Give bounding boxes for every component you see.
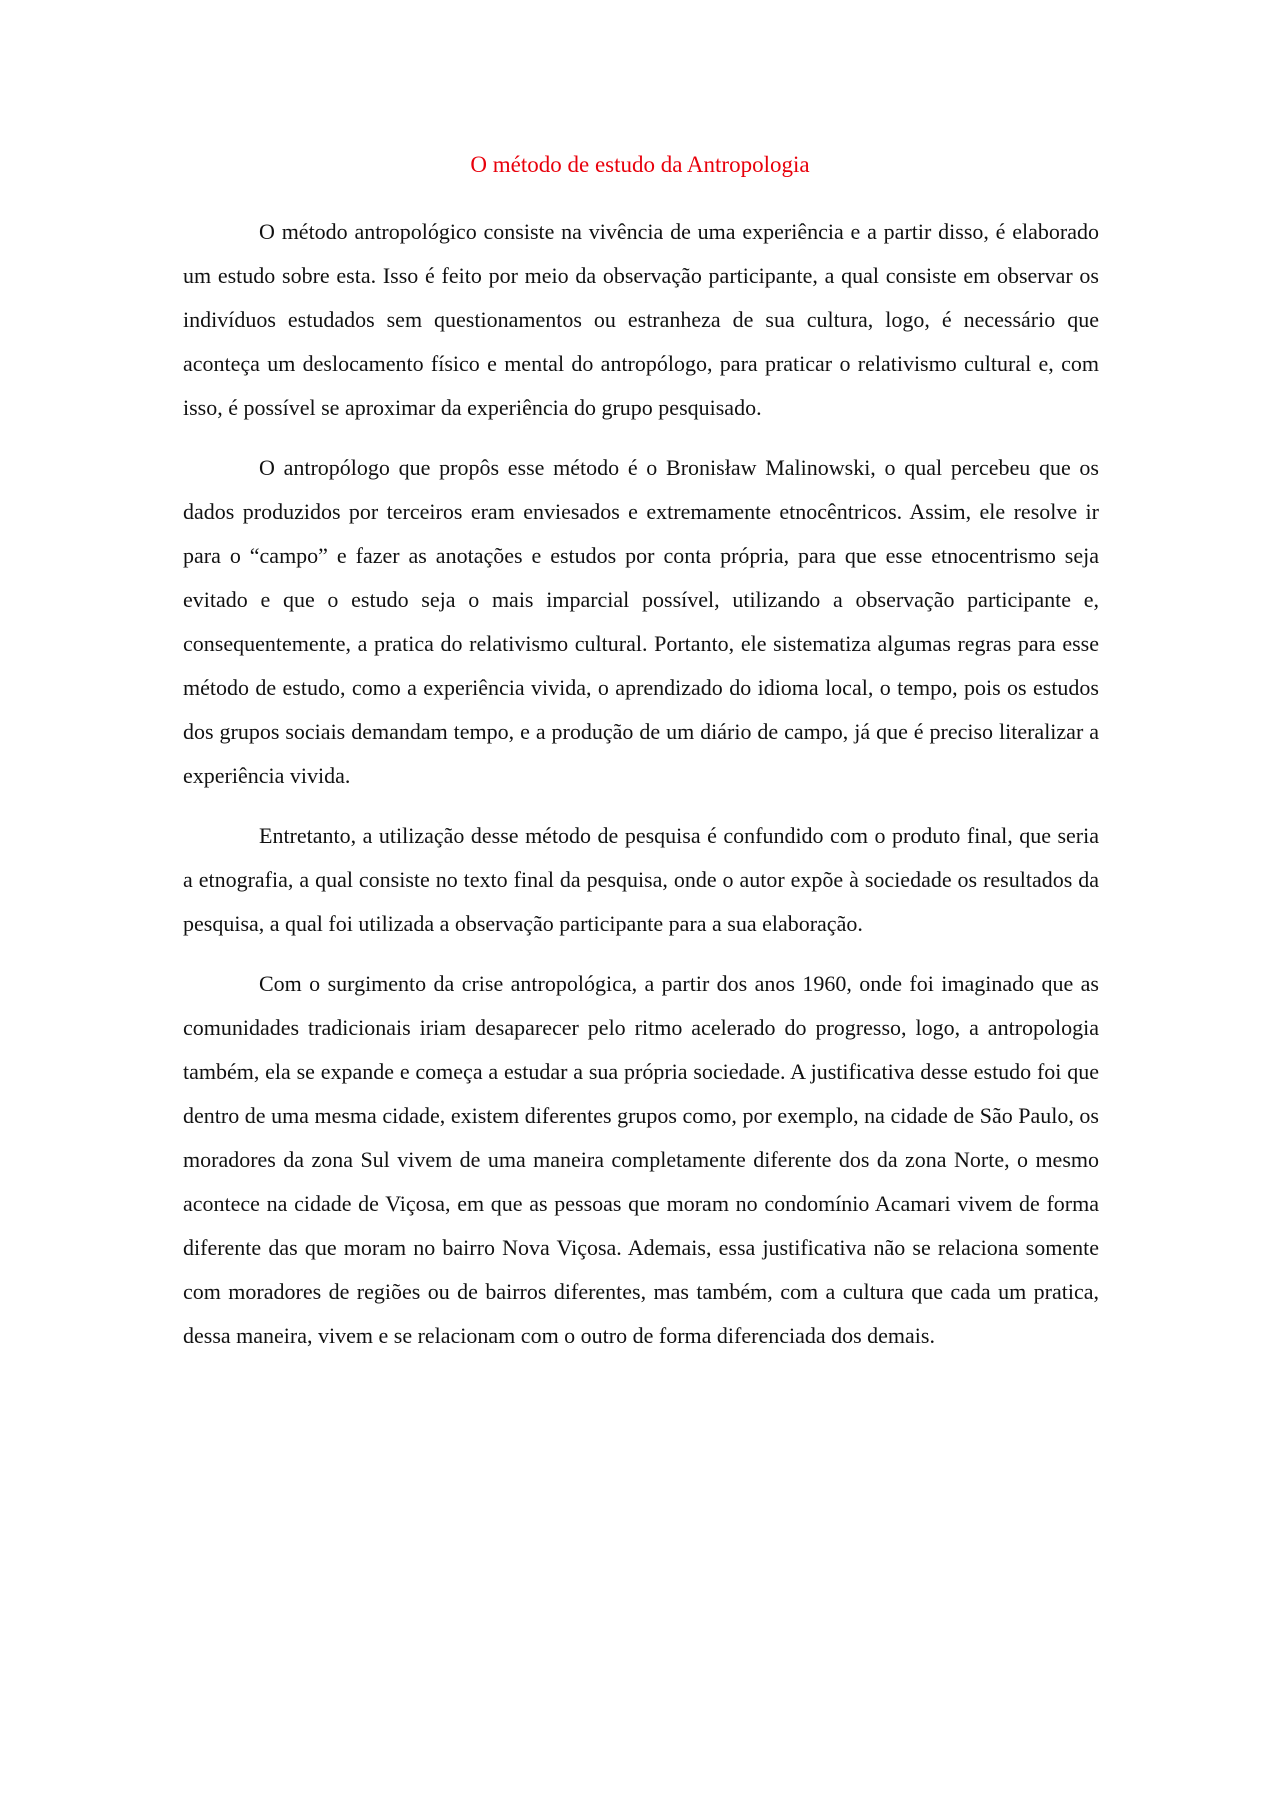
document-body xyxy=(183,210,1099,1374)
paragraph-metodo: O método antropológico consiste na vivência de uma experiência e a partir disso, é elaborado um estudo sobre esta. Isso é feito por meio da observação participante, a qual consiste em observar os indivíduos estudados sem questionamentos ou estranheza de sua cultura, logo, é necessário que aconteça um deslocamento físico e mental do antropólogo, para praticar o relativismo cultural e, com isso, é possível se aproximar da experiência do grupo pesquisado. xyxy=(183,219,1099,420)
document-title: O método de estudo da Antropologia xyxy=(470,152,810,177)
paragraph-malinowski: O antropólogo que propôs esse método é o Bronisław Malinowski, o qual percebeu que os dados produzidos por terceiros eram enviesados e extremamente etnocêntricos. Assim, ele resolve ir para o “campo” e fazer as anotações e estudos por conta própria, para que esse etnocentrismo seja evitado e que o estudo seja o mais imparcial possível, utilizando a observação participante e, consequentemente, a pratica do relativismo cultural. Portanto, ele sistematiza algumas regras para esse método de estudo, como a experiência vivida, o aprendizado do idioma local, o tempo, pois os estudos dos grupos sociais demandam tempo, e a produção de um diário de campo, já que é preciso literalizar a experiência vivida. xyxy=(183,455,1099,788)
paragraph-crise: Com o surgimento da crise antropológica, a partir dos anos 1960, onde foi imaginado que as comunidades tradicionais iriam desaparecer pelo ritmo acelerado do progresso, logo, a antropologia também, ela se expande e começa a estudar a sua própria sociedade. A justificativa desse estudo foi que dentro de uma mesma cidade, existem diferentes grupos como, por exemplo, na cidade de São Paulo, os moradores da zona Sul vivem de uma maneira completamente diferente dos da zona Norte, o mesmo acontece na cidade de Viçosa, em que as pessoas que moram no condomínio Acamari vivem de forma diferente das que moram no bairro Nova Viçosa. Ademais, essa justificativa não se relaciona somente com moradores de regiões ou de bairros diferentes, mas também, com a cultura que cada um pratica, dessa maneira, vivem e se relacionam com o outro de forma diferenciada dos demais. xyxy=(183,971,1099,1348)
paragraph-etnografia: Entretanto, a utilização desse método de pesquisa é confundido com o produto final, que seria a etnografia, a qual consiste no texto final da pesquisa, onde o autor expõe à sociedade os resultados da pesquisa, a qual foi utilizada a observação participante para a sua elaboração. xyxy=(183,823,1099,936)
